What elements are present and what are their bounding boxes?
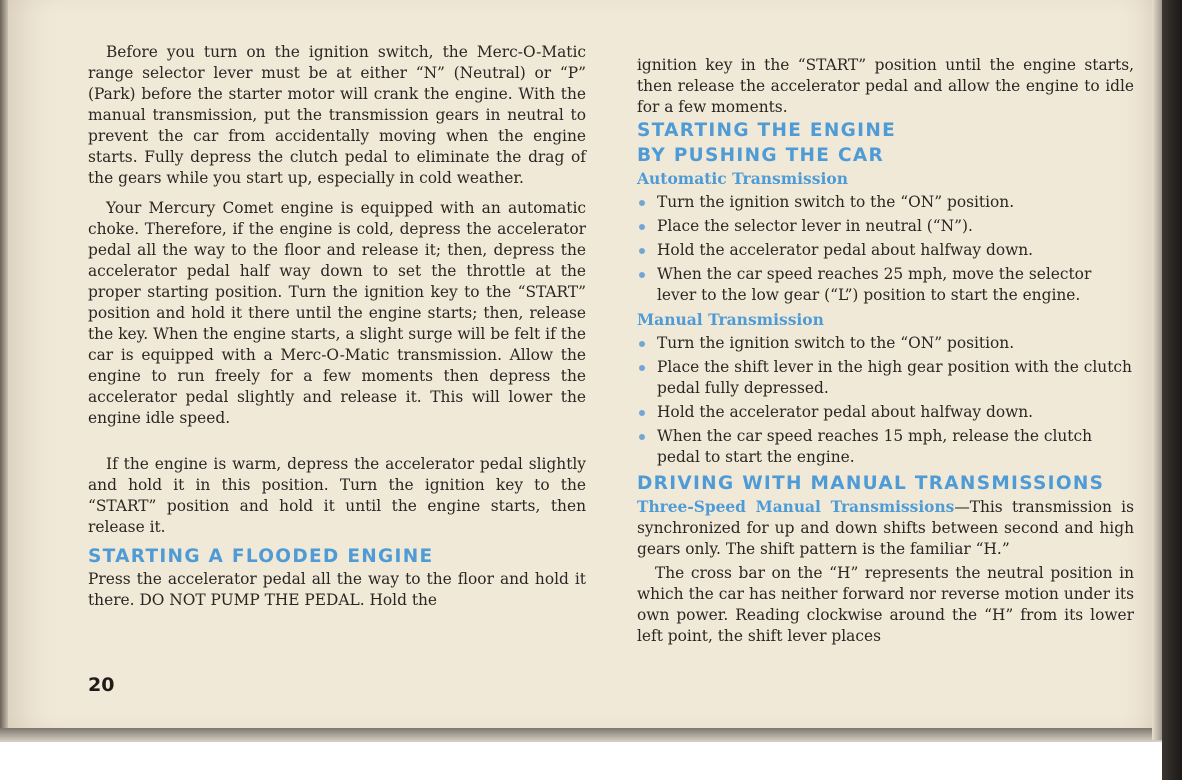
heading-flooded-engine: STARTING A FLOODED ENGINE xyxy=(88,546,434,567)
page-left-edge xyxy=(0,0,8,740)
heading-pushing-line-2: BY PUSHING THE CAR xyxy=(637,145,885,166)
heading-driving-manual: DRIVING WITH MANUAL TRANSMISSIONS xyxy=(637,473,1105,494)
bullet-icon xyxy=(639,434,645,440)
paragraph-three-speed xyxy=(637,497,1134,560)
left-column xyxy=(88,42,586,611)
paragraph-warm-engine: If the engine is warm, depress the accelerator pedal slightly and hold it in this position. Turn the ignition key to the “START” position and hold it until the engine starts, then release it. xyxy=(88,455,586,536)
list-item: Place the selector lever in neutral (“N”). xyxy=(637,216,1134,237)
right-column xyxy=(637,55,1134,647)
bullet-icon xyxy=(639,200,645,206)
bullet-icon xyxy=(639,341,645,347)
list-item: Hold the accelerator pedal about halfway down. xyxy=(637,240,1134,261)
bullet-icon xyxy=(639,365,645,371)
bullet-icon xyxy=(639,410,645,416)
paragraph-cross-bar: The cross bar on the “H” represents the neutral position in which the car has neither forward nor reverse motion under its own power. Reading clockwise around the “H” from its lower left point, the shift lever places xyxy=(637,564,1134,645)
page-bottom-edge xyxy=(0,728,1182,742)
paragraph-flooded-engine: Press the accelerator pedal all the way to the floor and hold it there. DO NOT PUMP THE PEDAL. Hold the xyxy=(88,570,586,609)
list-item: Turn the ignition switch to the “ON” position. xyxy=(637,192,1134,213)
paragraph-continued: ignition key in the “START” position until the engine starts, then release the accelerator pedal and allow the engine to idle for a few moments. xyxy=(637,56,1134,116)
list-item: Turn the ignition switch to the “ON” position. xyxy=(637,333,1134,354)
bullet-icon xyxy=(639,272,645,278)
automatic-steps-list xyxy=(637,192,1134,306)
list-item: Hold the accelerator pedal about halfway down. xyxy=(637,402,1134,423)
book-binding-edge xyxy=(1162,0,1182,780)
bullet-icon xyxy=(639,224,645,230)
three-speed-label: Three-Speed Manual Transmissions xyxy=(637,498,955,516)
list-item: When the car speed reaches 25 mph, move the selector lever to the low gear (“L”) position to start the engine. xyxy=(637,264,1134,306)
paragraph-ignition-switch: Before you turn on the ignition switch, the Merc-O-Matic range selector lever must be at either “N” (Neutral) or “P” (Park) before the starter motor will crank the engine. With the manual transmission, put the transmission gears in neutral to prevent the car from accidentally moving when the engine starts. Fully depress the clutch pedal to eliminate the drag of the gears while you start up, especially in cold weather. xyxy=(88,43,586,187)
manual-steps-list xyxy=(637,333,1134,468)
three-speed-text: —This transmission is synchronized for up and down shifts between second and high gears only. The shift pattern is the familiar “H.” xyxy=(637,498,1134,558)
heading-manual-transmission: Manual Transmission xyxy=(637,310,824,329)
list-item: When the car speed reaches 15 mph, release the clutch pedal to start the engine. xyxy=(637,426,1134,468)
page-number: 20 xyxy=(88,674,115,696)
heading-automatic-transmission: Automatic Transmission xyxy=(637,169,848,188)
list-item: Place the shift lever in the high gear position with the clutch pedal fully depressed. xyxy=(637,357,1134,399)
page-curl-shadow xyxy=(1152,0,1162,740)
heading-pushing-line-1: STARTING THE ENGINE xyxy=(637,120,897,141)
paragraph-automatic-choke: Your Mercury Comet engine is equipped with an automatic choke. Therefore, if the engine is cold, depress the accelerator pedal all the way to the floor and release it; then, depress the accelerator pedal half way down to set the throttle at the proper starting position. Turn the ignition key to the “START” position and hold it there until the engine starts; then, release the key. When the engine starts, a slight surge will be felt if the car is equipped with a Merc-O-Matic transmission. Allow the engine to run freely for a few moments then depress the accelerator pedal slightly and release it. This will lower the engine idle speed. xyxy=(88,199,586,427)
bullet-icon xyxy=(639,248,645,254)
